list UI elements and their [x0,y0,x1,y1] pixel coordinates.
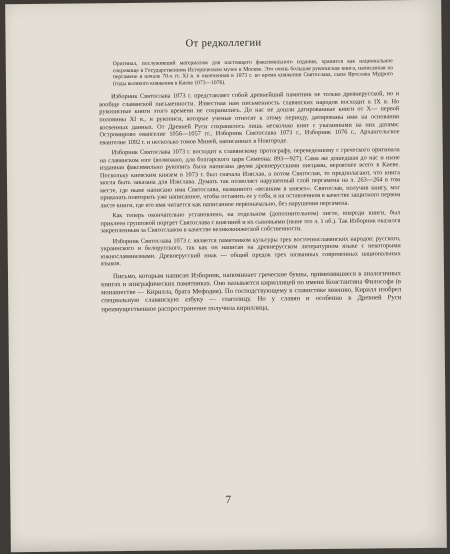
book-page [5,0,447,552]
page-number: 7 [225,493,232,507]
body-paragraph: Изборник Святослава 1073 г. является памятником культуры трех восточнославянских народов: русского, украинского и белорусского, так как он написан на древнерусском литературном языке с некоторыми южнославянизмами. Древнерусский язык — общий предок трех названных современных национальных языков. [100,234,401,268]
body-paragraph: Изборник Святослава 1073 г. восходит к славянскому протографу, переведенному с греческого оригинала на славянском юге (возможно, для болгарского царя Симеона: 893—927). Сама же дошедшая до нас и ныне изданная факсимильно рукопись была написана двумя древнерусскими писцами, вероятнее всего в Киеве. Поскольку киевским князем в 1073 г. был сначала Изяслав, а потом Святослав, то предполагают, что книга могла быть заказана для Изяслава. Думать так позволяет нарушенный слой пергамена на л. 263—264 в том месте, где ныне написано имя Святослава, названного «великим в князех». Святослав, получив книгу, мог приказать повторить уже написанное, чтобы оставить ее у себя, и на оставленном в качестве защитного первом листе книги, где его имя читается как написанное первоначально, без нарушения пергамена. [99,146,401,210]
page-body [99,58,402,317]
body-paragraph: Изборник Святослава 1073 г. представляет собой древнейший памятник не только древнерусской, но и вообще славянской письменности. Известная нам письменность славянских народов восходит к IX в. Но рукописные книги этого времени не сохранились. До нас не дошли датированные книги от X— первой половины XI в., и рукописи, которые ученые относят к этому периоду, датированы ими на основании косвенных данных. От Древней Руси сохранилось лишь несколько книг с указанными на них датами: Остромирово евангелие 1056—1057 гг., Изборник Святослава 1073 г., Изборник 1076 г., Архангельское евангелие 1092 г. и несколько томов Миней, написанных в Новгороде. [99,90,400,146]
intro-paragraph: Оригинал, послуживший материалом для настоящего факсимильного издания, хранится как национальное сокровище в Государственном Историческом музее в Москве. Это очень большая рукописная книга, написанная на пергамене в начале 70-х гг. XI в. и оконченная в 1073 г. во время княжения Святослава, сына Ярослава Мудрого (годы великого княжения в Киеве 1073—1076). [112,58,393,87]
page-heading: От редколлегии [185,37,262,50]
body-paragraph: Письмо, которым написан Изборник, напоминает греческие буквы, применявшиеся в аналогичных книгах и эпиграфических памятниках. Оно называется кириллицей по имени Константина Философа (в монашестве — Кирилла, брата Мефодия). По господствующему в славистике мнению, Кирилл изобрел специальную славянскую азбуку — глаголицу. Но у славян и особенно в Древней Руси преимущественное распространение получила кириллица, [101,269,402,313]
body-paragraph: Как теперь окончательно установлено, на отдельном (дополнительном) листе, впереди книги, был приклеен групповой портрет Святослава с княгиней и их сыновьями (ныне это л. 1 об.). Так Изборник оказался закрепленным за Святославом в качестве великокняжеской собственности. [100,209,401,235]
